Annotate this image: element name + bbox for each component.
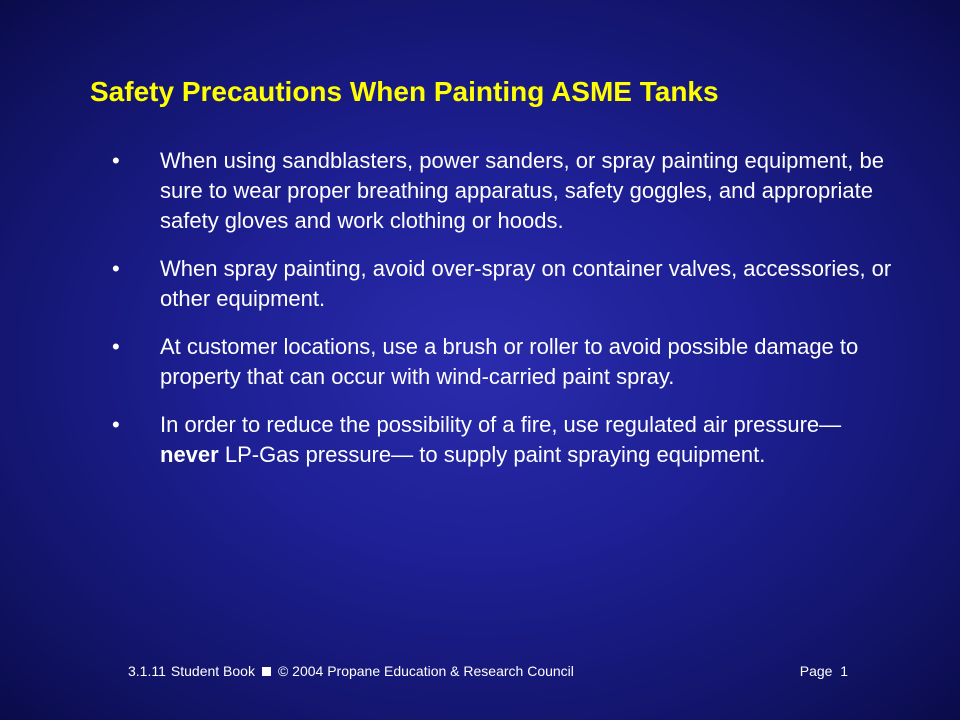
bullet-item xyxy=(112,254,892,314)
bullet-item xyxy=(112,332,892,392)
bullet-dot: • xyxy=(112,334,120,359)
bullet-item xyxy=(112,146,892,236)
footer-book: Student Book xyxy=(170,663,255,679)
footer-left xyxy=(128,663,574,679)
square-bullet-icon xyxy=(262,667,271,676)
slide-title: Safety Precautions When Painting ASME Tanks xyxy=(90,76,719,107)
bullet-dot: • xyxy=(112,148,120,173)
bullet-item xyxy=(112,410,892,470)
emphasis-never: never xyxy=(160,442,219,467)
bullet-dot: • xyxy=(112,412,120,437)
bullet-text-after: LP-Gas pressure— to supply paint spraying equipment. xyxy=(218,442,766,467)
bullet-text: When using sandblasters, power sanders, or spray painting equipment, be sure to wear proper breathing apparatus, safety goggles, and appropriate safety gloves and work clothing or hoods. xyxy=(160,148,884,233)
footer xyxy=(128,663,848,679)
bullet-text xyxy=(160,410,892,470)
bullet-text: At customer locations, use a brush or roller to avoid possible damage to property that can occur with wind-carried paint spray. xyxy=(160,334,859,389)
bullet-text-before: In order to reduce the possibility of a fire, use regulated air pressure— xyxy=(160,412,842,437)
footer-copyright: © 2004 Propane Education & Research Council xyxy=(277,663,574,679)
footer-page: Page 1 xyxy=(799,663,848,679)
bullet-text: When spray painting, avoid over-spray on container valves, accessories, or other equipment. xyxy=(160,256,892,311)
bullet-list xyxy=(112,146,892,488)
bullet-dot: • xyxy=(112,256,120,281)
footer-section: 3.1.11 xyxy=(128,663,166,679)
